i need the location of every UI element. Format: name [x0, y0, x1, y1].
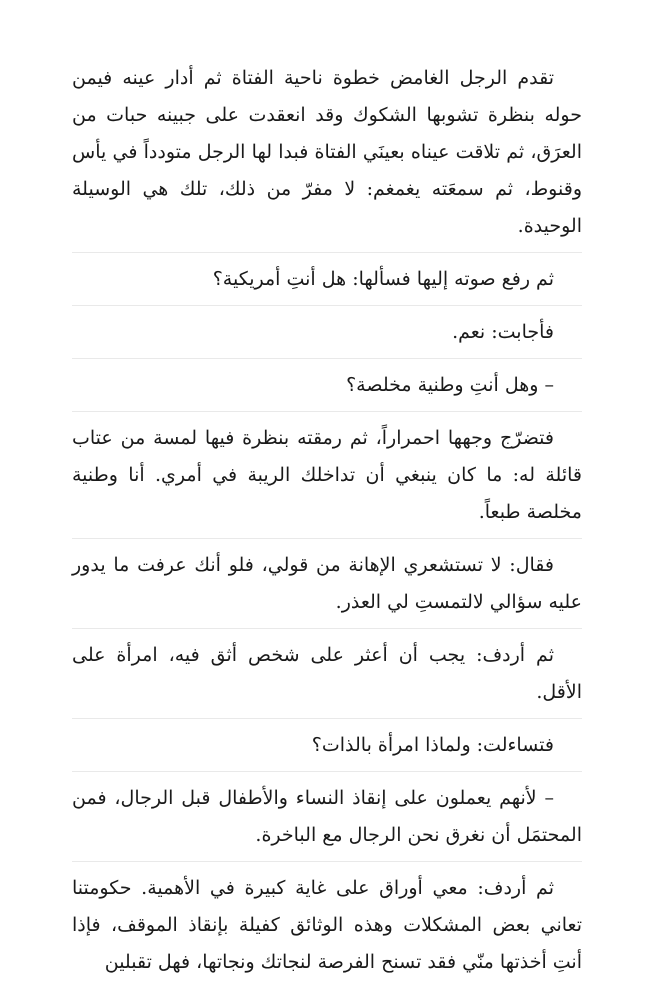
paragraph-divider [72, 861, 582, 862]
paragraph-3: فأجابت: نعم. [452, 321, 554, 343]
paragraph-1: تقدم الرجل الغامض خطوة ناحية الفتاة ثم أدار عينه فيمن حوله بنظرة تشوبها الشكوك وقد انعقدت على جبينه حبات من العرَق، ثم تلاقت عيناه بعينَي الفتاة فبدا لها الرجل متودداً في يأس وقنوط، ثم سمعَته يغمغم: لا مفرّ من ذلك، تلك هي الوسيلة الوحيدة. [72, 67, 582, 237]
paragraph-divider [72, 718, 582, 719]
paragraph-2: ثم رفع صوته إليها فسألها: هل أنتِ أمريكية؟ [212, 268, 554, 290]
paragraph-divider [72, 305, 582, 306]
paragraph-7: ثم أردف: يجب أن أعثر على شخص أثق فيه، امرأة على الأقل. [72, 644, 582, 703]
paragraph-6: فقال: لا تستشعري الإهانة من قولي، فلو أنك عرفت ما يدور عليه سؤالي لالتمستِ لي العذر. [72, 554, 582, 613]
paragraph-divider [72, 771, 582, 772]
paragraph-8: فتساءلت: ولماذا امرأة بالذات؟ [311, 734, 554, 756]
paragraph-divider [72, 538, 582, 539]
paragraph-divider [72, 411, 582, 412]
paragraph-4: – وهل أنتِ وطنية مخلصة؟ [346, 374, 554, 396]
paragraph-divider [72, 628, 582, 629]
paragraph-9: – لأنهم يعملون على إنقاذ النساء والأطفال قبل الرجال، فمن المحتمَل أن نغرق نحن الرجال مع الباخرة. [72, 787, 582, 846]
document-page [72, 60, 582, 981]
paragraph-divider [72, 252, 582, 253]
paragraph-divider [72, 358, 582, 359]
paragraph-10: ثم أردف: معي أوراق على غاية كبيرة في الأهمية. حكومتنا تعاني بعض المشكلات وهذه الوثائق كفيلة بإنقاذ الموقف، فإذا أنتِ أخذتها منّي فقد تسنح الفرصة لنجاتك ونجاتها، فهل تقبلين [72, 877, 582, 973]
paragraph-5: فتضرّج وجهها احمراراً، ثم رمقته بنظرة فيها لمسة من عتاب قائلة له: ما كان ينبغي أن تداخلك الريبة في أمري. أنا وطنية مخلصة طبعاً. [72, 427, 582, 523]
